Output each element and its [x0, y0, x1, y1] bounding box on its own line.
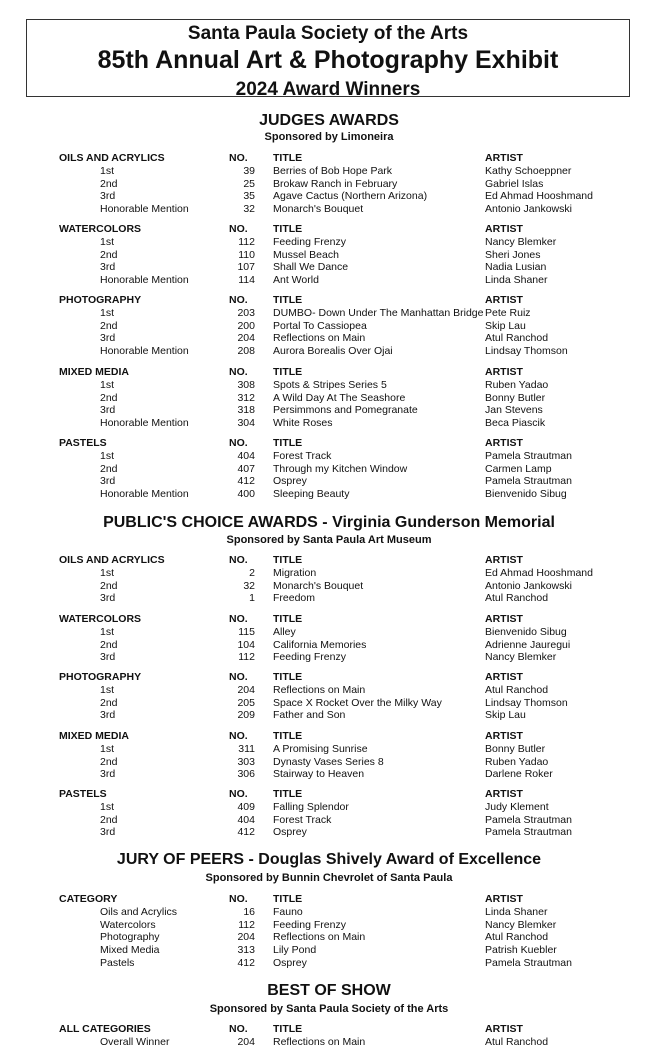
artwork-title: Sleeping Beauty	[273, 488, 350, 501]
artist-name: Atul Ranchod	[485, 592, 549, 605]
award-place: 1st	[100, 449, 115, 462]
artwork-title: Reflections on Main	[273, 931, 366, 944]
entry-number: 412	[237, 475, 255, 488]
group-header-row	[0, 730, 658, 743]
table-row	[0, 651, 658, 664]
entry-number: 112	[238, 235, 255, 248]
title-column-header: TITLE	[273, 366, 303, 378]
artist-column-header: ARTIST	[485, 730, 523, 742]
group-header-row	[0, 554, 658, 567]
artwork-title: Agave Cactus (Northern Arizona)	[273, 190, 428, 203]
section-sponsor: Sponsored by Santa Paula Art Museum	[226, 534, 432, 546]
artist-column-header: ARTIST	[485, 893, 523, 905]
table-row	[0, 919, 658, 932]
award-place: 1st	[100, 742, 115, 755]
award-place: 2nd	[100, 696, 118, 709]
artist-name: Ed Ahmad Hooshmand	[485, 190, 593, 203]
artist-name: Gabriel Islas	[485, 177, 544, 190]
artist-name: Sheri Jones	[485, 248, 541, 261]
artist-name: Atul Ranchod	[485, 332, 549, 345]
entry-number: 203	[237, 306, 255, 319]
entry-number: 112	[238, 918, 255, 931]
artist-name: Skip Lau	[485, 709, 526, 722]
title-column-header: TITLE	[273, 671, 303, 683]
artist-column-header: ARTIST	[485, 294, 523, 306]
artist-name: Ruben Yadao	[485, 378, 549, 391]
section-title: PUBLIC'S CHOICE AWARDS - Virginia Gunderson Memorial	[103, 514, 555, 531]
artist-column-header: ARTIST	[485, 554, 523, 566]
artwork-title: Through my Kitchen Window	[273, 462, 408, 475]
table-row	[0, 392, 658, 405]
award-place: 1st	[100, 625, 115, 638]
artist-name: Bonny Butler	[485, 391, 546, 404]
award-group	[0, 788, 658, 839]
section-title: BEST OF SHOW	[267, 982, 391, 999]
artwork-title: Dynasty Vases Series 8	[273, 755, 384, 768]
group-header-row	[0, 613, 658, 626]
table-row	[0, 320, 658, 333]
artwork-title: Falling Splendor	[273, 800, 349, 813]
award-place: Honorable Mention	[100, 274, 189, 287]
group-header-row	[0, 152, 658, 165]
entry-number: 312	[237, 391, 255, 404]
table-row	[0, 332, 658, 345]
artwork-title: Father and Son	[273, 709, 346, 722]
artwork-title: Persimmons and Pomegranate	[273, 404, 418, 417]
award-place: 1st	[100, 306, 115, 319]
artwork-title: Fauno	[273, 905, 303, 918]
entry-number: 412	[237, 956, 255, 969]
group-header-row	[0, 294, 658, 307]
category-label: ALL CATEGORIES	[59, 1023, 151, 1035]
group-header-row	[0, 788, 658, 801]
award-place: 1st	[100, 235, 115, 248]
artist-name: Atul Ranchod	[485, 931, 549, 944]
table-row	[0, 567, 658, 580]
entry-number: 318	[237, 404, 255, 417]
title-column-header: TITLE	[273, 223, 303, 235]
artist-name: Judy Klement	[485, 800, 549, 813]
artist-name: Ed Ahmad Hooshmand	[485, 566, 593, 579]
artist-column-header: ARTIST	[485, 1023, 523, 1035]
artist-name: Skip Lau	[485, 319, 526, 332]
entry-number: 311	[238, 742, 255, 755]
table-row	[0, 1036, 658, 1049]
table-row	[0, 906, 658, 919]
no-column-header: NO.	[229, 788, 248, 800]
table-row	[0, 756, 658, 769]
award-place: 2nd	[100, 579, 118, 592]
entry-number: 204	[237, 683, 255, 696]
artwork-title: Reflections on Main	[273, 332, 366, 345]
table-row	[0, 709, 658, 722]
award-group	[0, 893, 658, 970]
artwork-title: A Promising Sunrise	[273, 742, 368, 755]
entry-number: 115	[238, 625, 255, 638]
table-row	[0, 463, 658, 476]
artwork-title: Monarch's Bouquet	[273, 203, 364, 216]
group-header-row	[0, 1023, 658, 1036]
artwork-title: White Roses	[273, 417, 333, 430]
artist-column-header: ARTIST	[485, 223, 523, 235]
table-row	[0, 261, 658, 274]
table-row	[0, 307, 658, 320]
table-row	[0, 165, 658, 178]
artist-name: Lindsay Thomson	[485, 345, 568, 358]
award-place: 2nd	[100, 248, 118, 261]
title-column-header: TITLE	[273, 554, 303, 566]
table-row	[0, 249, 658, 262]
award-group	[0, 152, 658, 216]
award-place: 2nd	[100, 462, 118, 475]
entry-number: 303	[237, 755, 255, 768]
artist-name: Linda Shaner	[485, 905, 548, 918]
award-place: 2nd	[100, 638, 118, 651]
table-row	[0, 274, 658, 287]
exhibit-title: 85th Annual Art & Photography Exhibit	[97, 46, 559, 74]
artist-column-header: ARTIST	[485, 671, 523, 683]
category-label: CATEGORY	[59, 893, 118, 905]
category-label: WATERCOLORS	[59, 613, 142, 625]
artwork-title: Brokaw Ranch in February	[273, 177, 398, 190]
table-row	[0, 379, 658, 392]
artist-name: Adrienne Jauregui	[485, 638, 571, 651]
entry-number: 208	[237, 345, 255, 358]
award-place: Mixed Media	[100, 944, 160, 957]
table-row	[0, 592, 658, 605]
award-place: Oils and Acrylics	[100, 905, 178, 918]
table-row	[0, 814, 658, 827]
artwork-title: Lily Pond	[273, 944, 317, 957]
no-column-header: NO.	[229, 671, 248, 683]
artwork-title: Forest Track	[273, 813, 332, 826]
artist-name: Pamela Strautman	[485, 813, 572, 826]
artwork-title: Ant World	[273, 274, 319, 287]
award-place: 3rd	[100, 332, 116, 345]
award-group	[0, 437, 658, 501]
group-header-row	[0, 366, 658, 379]
group-header-row	[0, 893, 658, 906]
artist-name: Nancy Blemker	[485, 651, 557, 664]
award-place: 3rd	[100, 261, 116, 274]
table-row	[0, 684, 658, 697]
table-row	[0, 345, 658, 358]
section-sponsor: Sponsored by Limoneira	[264, 131, 394, 143]
artist-name: Pamela Strautman	[485, 475, 572, 488]
entry-number: 313	[237, 944, 255, 957]
artist-name: Kathy Schoeppner	[485, 164, 572, 177]
award-group	[0, 1023, 658, 1049]
entry-number: 35	[243, 190, 255, 203]
group-header-row	[0, 671, 658, 684]
award-group	[0, 223, 658, 287]
award-place: 3rd	[100, 475, 116, 488]
artwork-title: DUMBO- Down Under The Manhattan Bridge	[273, 306, 484, 319]
entry-number: 409	[237, 800, 255, 813]
table-row	[0, 475, 658, 488]
entry-number: 112	[238, 651, 255, 664]
entry-number: 304	[237, 417, 255, 430]
no-column-header: NO.	[229, 893, 248, 905]
artwork-title: Stairway to Heaven	[273, 768, 365, 781]
artist-name: Ruben Yadao	[485, 755, 549, 768]
entry-number: 308	[237, 378, 255, 391]
table-row	[0, 931, 658, 944]
no-column-header: NO.	[229, 613, 248, 625]
entry-number: 16	[243, 905, 255, 918]
artwork-title: Osprey	[273, 956, 307, 969]
artist-name: Atul Ranchod	[485, 1035, 549, 1048]
category-label: PHOTOGRAPHY	[59, 294, 142, 306]
artwork-title: Feeding Frenzy	[273, 651, 346, 664]
no-column-header: NO.	[229, 152, 248, 164]
table-row	[0, 404, 658, 417]
entry-number: 25	[243, 177, 255, 190]
entry-number: 204	[237, 1035, 255, 1048]
artist-name: Pete Ruiz	[485, 306, 531, 319]
section-sponsor: Sponsored by Bunnin Chevrolet of Santa Paula	[205, 872, 453, 884]
table-row	[0, 826, 658, 839]
artwork-title: California Memories	[273, 638, 367, 651]
award-place: Photography	[100, 931, 160, 944]
award-place: Honorable Mention	[100, 488, 189, 501]
category-label: OILS AND ACRYLICS	[59, 152, 165, 164]
artwork-title: Migration	[273, 566, 317, 579]
table-row	[0, 417, 658, 430]
award-group	[0, 730, 658, 781]
table-row	[0, 190, 658, 203]
category-label: WATERCOLORS	[59, 223, 142, 235]
award-place: 2nd	[100, 177, 118, 190]
section-title: JURY OF PEERS - Douglas Shively Award of Excellence	[116, 851, 542, 868]
entry-number: 209	[237, 709, 255, 722]
artist-name: Nancy Blemker	[485, 235, 557, 248]
award-place: Honorable Mention	[100, 417, 189, 430]
title-column-header: TITLE	[273, 437, 303, 449]
entry-number: 404	[237, 813, 255, 826]
table-row	[0, 639, 658, 652]
title-column-header: TITLE	[273, 788, 303, 800]
artist-name: Pamela Strautman	[485, 826, 572, 839]
artist-column-header: ARTIST	[485, 366, 523, 378]
entry-number: 400	[237, 488, 255, 501]
award-place: Pastels	[100, 956, 135, 969]
entry-number: 114	[238, 274, 255, 287]
artist-column-header: ARTIST	[485, 152, 523, 164]
artist-name: Pamela Strautman	[485, 449, 572, 462]
award-place: Watercolors	[100, 918, 156, 931]
artwork-title: Osprey	[273, 475, 307, 488]
award-place: 2nd	[100, 319, 118, 332]
group-header-row	[0, 437, 658, 450]
artwork-title: Berries of Bob Hope Park	[273, 164, 393, 177]
artist-name: Bonny Butler	[485, 742, 546, 755]
artwork-title: Alley	[273, 625, 296, 638]
entry-number: 32	[243, 579, 255, 592]
category-label: PASTELS	[59, 437, 107, 449]
table-row	[0, 178, 658, 191]
no-column-header: NO.	[229, 294, 248, 306]
no-column-header: NO.	[229, 223, 248, 235]
artist-name: Jan Stevens	[485, 404, 543, 417]
award-place: 1st	[100, 164, 115, 177]
artist-name: Beca Piascik	[485, 417, 546, 430]
no-column-header: NO.	[229, 437, 248, 449]
award-place: Overall Winner	[100, 1035, 170, 1048]
artwork-title: Spots & Stripes Series 5	[273, 378, 387, 391]
award-place: 3rd	[100, 190, 116, 203]
society-name: Santa Paula Society of the Arts	[187, 23, 469, 44]
title-column-header: TITLE	[273, 294, 303, 306]
artwork-title: Aurora Borealis Over Ojai	[273, 345, 393, 358]
artist-column-header: ARTIST	[485, 788, 523, 800]
award-place: Honorable Mention	[100, 345, 189, 358]
artwork-title: Mussel Beach	[273, 248, 339, 261]
artist-column-header: ARTIST	[485, 613, 523, 625]
section-title: JUDGES AWARDS	[259, 112, 399, 129]
category-label: MIXED MEDIA	[59, 730, 130, 742]
table-row	[0, 450, 658, 463]
artist-name: Pamela Strautman	[485, 956, 572, 969]
title-column-header: TITLE	[273, 730, 303, 742]
artist-name: Patrish Kuebler	[485, 944, 557, 957]
entry-number: 306	[237, 768, 255, 781]
title-column-header: TITLE	[273, 613, 303, 625]
award-group	[0, 294, 658, 358]
award-place: 1st	[100, 566, 115, 579]
table-row	[0, 626, 658, 639]
artist-name: Bienvenido Sibug	[485, 625, 567, 638]
no-column-header: NO.	[229, 730, 248, 742]
artwork-title: Feeding Frenzy	[273, 235, 346, 248]
no-column-header: NO.	[229, 366, 248, 378]
artwork-title: Monarch's Bouquet	[273, 579, 364, 592]
category-label: MIXED MEDIA	[59, 366, 130, 378]
table-row	[0, 944, 658, 957]
artist-name: Lindsay Thomson	[485, 696, 568, 709]
artwork-title: Reflections on Main	[273, 1035, 366, 1048]
artwork-title: Forest Track	[273, 449, 332, 462]
table-row	[0, 768, 658, 781]
artist-name: Nadia Lusian	[485, 261, 547, 274]
category-label: OILS AND ACRYLICS	[59, 554, 165, 566]
entry-number: 107	[237, 261, 255, 274]
no-column-header: NO.	[229, 1023, 248, 1035]
artist-name: Linda Shaner	[485, 274, 548, 287]
no-column-header: NO.	[229, 554, 248, 566]
artwork-title: Shall We Dance	[273, 261, 349, 274]
award-place: 2nd	[100, 391, 118, 404]
award-place: 3rd	[100, 826, 116, 839]
entry-number: 39	[243, 164, 255, 177]
award-group	[0, 366, 658, 430]
entry-number: 205	[237, 696, 255, 709]
artwork-title: Reflections on Main	[273, 683, 366, 696]
entry-number: 407	[237, 462, 255, 475]
table-row	[0, 236, 658, 249]
title-column-header: TITLE	[273, 893, 303, 905]
award-place: 3rd	[100, 709, 116, 722]
category-label: PHOTOGRAPHY	[59, 671, 142, 683]
table-row	[0, 203, 658, 216]
entry-number: 204	[237, 931, 255, 944]
award-place: 1st	[100, 378, 115, 391]
award-group	[0, 671, 658, 722]
artwork-title: A Wild Day At The Seashore	[273, 391, 406, 404]
artwork-title: Portal To Cassiopea	[273, 319, 367, 332]
artist-name: Antonio Jankowski	[485, 579, 572, 592]
artwork-title: Freedom	[273, 592, 316, 605]
entry-number: 104	[237, 638, 255, 651]
award-group	[0, 554, 658, 605]
award-place: 1st	[100, 683, 115, 696]
table-row	[0, 743, 658, 756]
section-sponsor: Sponsored by Santa Paula Society of the Arts	[209, 1003, 449, 1015]
award-place: 3rd	[100, 592, 116, 605]
award-place: 1st	[100, 800, 115, 813]
artist-name: Carmen Lamp	[485, 462, 552, 475]
artwork-title: Osprey	[273, 826, 307, 839]
artist-name: Darlene Roker	[485, 768, 553, 781]
artist-column-header: ARTIST	[485, 437, 523, 449]
table-row	[0, 580, 658, 593]
artist-name: Atul Ranchod	[485, 683, 549, 696]
entry-number: 204	[237, 332, 255, 345]
table-row	[0, 697, 658, 710]
title-column-header: TITLE	[273, 152, 303, 164]
award-place: 3rd	[100, 768, 116, 781]
artist-name: Bienvenido Sibug	[485, 488, 567, 501]
award-place: 2nd	[100, 755, 118, 768]
entry-number: 110	[238, 248, 255, 261]
artist-name: Nancy Blemker	[485, 918, 557, 931]
table-row	[0, 957, 658, 970]
award-place: Honorable Mention	[100, 203, 189, 216]
table-row	[0, 488, 658, 501]
table-row	[0, 801, 658, 814]
entry-number: 404	[237, 449, 255, 462]
award-place: 2nd	[100, 813, 118, 826]
entry-number: 1	[249, 592, 255, 605]
title-column-header: TITLE	[273, 1023, 303, 1035]
artist-name: Antonio Jankowski	[485, 203, 572, 216]
document-header	[26, 19, 630, 100]
award-winners-subtitle: 2024 Award Winners	[235, 79, 421, 100]
award-place: 3rd	[100, 651, 116, 664]
award-group	[0, 613, 658, 664]
award-place: 3rd	[100, 404, 116, 417]
entry-number: 200	[237, 319, 255, 332]
entry-number: 412	[237, 826, 255, 839]
artwork-title: Feeding Frenzy	[273, 918, 346, 931]
artwork-title: Space X Rocket Over the Milky Way	[273, 696, 442, 709]
entry-number: 2	[249, 566, 255, 579]
category-label: PASTELS	[59, 788, 107, 800]
group-header-row	[0, 223, 658, 236]
entry-number: 32	[243, 203, 255, 216]
